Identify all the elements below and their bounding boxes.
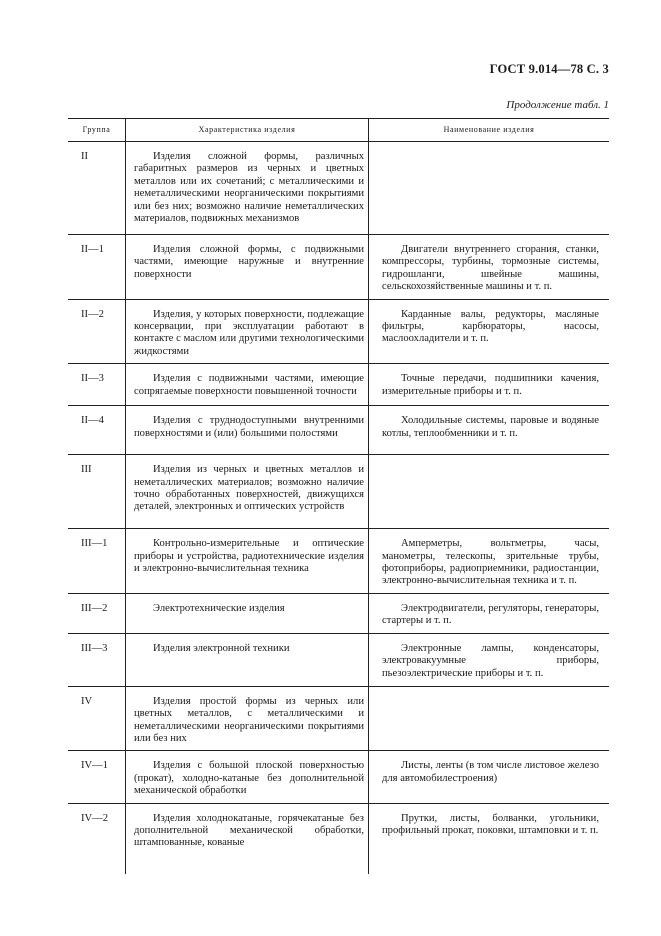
cell-characteristic: Изделия простой формы из черных или цветных металлов, с металлическими и неметаллическими неорганическими покрытиями или без них xyxy=(125,687,368,751)
table-continuation-label: Продолжение табл. 1 xyxy=(506,99,609,111)
table-row xyxy=(68,687,609,752)
cell-group: III—3 xyxy=(81,642,108,654)
table-row xyxy=(68,529,609,594)
table-row xyxy=(68,235,609,300)
cell-characteristic: Изделия с подвижными частями, имеющие сопрягаемые поверхности повышенной точности xyxy=(125,364,368,405)
table-body xyxy=(68,142,609,874)
cell-products: Амперметры, вольтметры, часы, манометры, телескопы, зрительные трубы, фотоприборы, радиоприемники, радиостанции, электронно-вычислительная техника и т. п. xyxy=(368,529,609,593)
cell-characteristic: Электротехнические изделия xyxy=(125,594,368,633)
cell-group: II xyxy=(81,151,89,162)
cell-group: IV—2 xyxy=(81,812,109,824)
table-row xyxy=(68,594,609,634)
table-row xyxy=(68,406,609,455)
cell-group: II—4 xyxy=(81,415,104,427)
cell-products: Прутки, листы, болванки, угольники, профильный прокат, поковки, штамповки и т. п. xyxy=(368,804,609,874)
cell-group: III—1 xyxy=(81,538,108,550)
cell-group: IV—1 xyxy=(81,760,109,772)
cell-group: IV xyxy=(81,695,93,707)
page-header: ГОСТ 9.014—78 С. 3 xyxy=(489,62,609,76)
cell-characteristic: Изделия с труднодоступными внутренними поверхностями и (или) большими полостями xyxy=(125,406,368,454)
table-row xyxy=(68,751,609,803)
table-row xyxy=(68,455,609,529)
table-row xyxy=(68,142,609,235)
cell-characteristic: Изделия с большой плоской поверхностью (прокат), холодно-катаные без дополнительной механической обработки xyxy=(125,751,368,802)
column-header-group: Группа xyxy=(82,125,111,134)
cell-group: II—2 xyxy=(81,308,104,320)
cell-characteristic: Изделия сложной формы, различных габаритных размеров из черных и цветных металлов или их сочетаний; с металлическими и неметаллическими неорганическими покрытиями или без них; возможно наличие неметаллических материалов, подвижных механизмов xyxy=(125,142,368,234)
cell-characteristic: Изделия из черных и цветных металлов и неметаллических материалов; возможно наличие точно обработанных поверхностей, движущихся деталей, электронных и оптических устройств xyxy=(125,455,368,528)
cell-products: Электронные лампы, конденсаторы, электровакуумные приборы, пьезоэлектрические приборы и т. п. xyxy=(368,634,609,686)
cell-products: Холодильные системы, паровые и водяные котлы, теплообменники и т. п. xyxy=(368,406,609,454)
cell-products: Листы, ленты (в том числе листовое железо для автомобилестроения) xyxy=(368,751,609,802)
cell-characteristic: Изделия электронной техники xyxy=(125,634,368,686)
table-header-row xyxy=(68,119,609,142)
table-row xyxy=(68,364,609,406)
cell-products: Двигатели внутреннего сгорания, станки, компрессоры, турбины, тормозные системы, гидрошланги, швейные машины, сельскохозяйственные машины и т. п. xyxy=(368,235,609,299)
cell-products: Карданные валы, редукторы, масляные фильтры, карбюраторы, насосы, маслоохладители и т. п. xyxy=(368,300,609,364)
products-table xyxy=(68,118,609,874)
cell-characteristic: Контрольно-измерительные и оптические приборы и устройства, радиотехнические изделия и электронно-вычислительная техника xyxy=(125,529,368,593)
cell-products xyxy=(368,455,609,528)
cell-characteristic: Изделия холоднокатаные, горячекатаные без дополнительной механической обработки, штампованные, кованые xyxy=(125,804,368,874)
cell-group: II—1 xyxy=(81,244,104,255)
cell-group: II—3 xyxy=(81,373,104,385)
table-row xyxy=(68,300,609,365)
cell-group: III—2 xyxy=(81,602,108,614)
cell-products xyxy=(368,687,609,751)
cell-products xyxy=(368,142,609,234)
table-row xyxy=(68,634,609,687)
table-row xyxy=(68,804,609,874)
cell-products: Точные передачи, подшипники качения, измерительные приборы и т. п. xyxy=(368,364,609,405)
cell-products: Электродвигатели, регуляторы, генераторы, стартеры и т. п. xyxy=(368,594,609,633)
column-header-products: Наименование изделия xyxy=(368,119,609,141)
cell-characteristic: Изделия сложной формы, с подвижными частями, имеющие наружные и внутренние поверхности xyxy=(125,235,368,299)
cell-group: III xyxy=(81,464,92,476)
column-header-characteristic: Характеристика изделия xyxy=(125,119,368,141)
cell-characteristic: Изделия, у которых поверхности, подлежащие консервации, при эксплуатации работают в контакте с маслом или другими технологическими жидкостями xyxy=(125,300,368,364)
